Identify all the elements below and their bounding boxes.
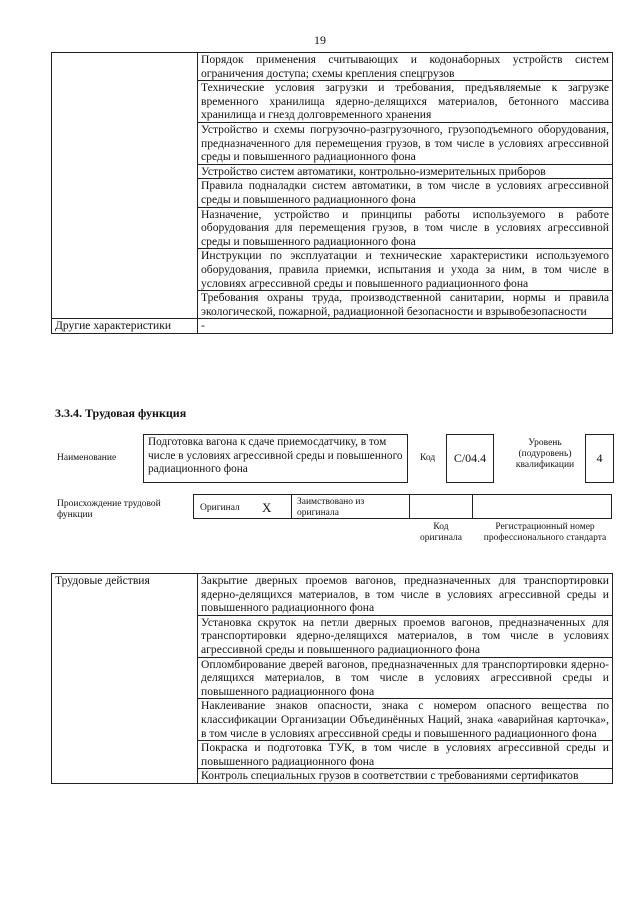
- code-value: C/04.4: [446, 434, 494, 483]
- table-cell: Порядок применения считывающих и кодонаборных устройств систем ограничения доступа; схемы крепления спецгрузов: [198, 53, 613, 81]
- labor-actions-label: Трудовые действия: [52, 574, 198, 784]
- table-cell: Наклеивание знаков опасности, знака с номером опасного вещества по классификации Организации Объединённых Наций, знака «аварийная карточка», в том числе в условиях агрессивной среды и повышенного радиационного фона: [198, 699, 613, 741]
- other-characteristics-value: -: [198, 319, 613, 334]
- knowledge-table: [51, 52, 613, 334]
- original-mark: X: [262, 500, 272, 515]
- table-cell: Контроль специальных грузов в соответствии с требованиями сертификатов: [198, 769, 613, 784]
- origin-label: Происхождение трудовой функции: [57, 499, 161, 520]
- borrowed-label: Заимствовано из оригинала: [297, 497, 365, 518]
- label-cell-empty: [52, 53, 198, 319]
- table-cell: Устройство и схемы погрузочно-разгрузочного, грузоподъемного оборудования, предназначенного для перемещения грузов, в том числе в условиях агрессивной среды и повышенного радиационного фона: [198, 122, 613, 164]
- table-cell: Требования охраны труда, производственной санитарии, нормы и правила экологической, пожарной, радиационной безопасности и взрывобезопасности: [198, 291, 613, 319]
- table-cell: Технические условия загрузки и требования, предъявляемые к загрузке временного хранилища ядерно-делящихся материалов, бетонного массива хранилища и гнезд долговременного хранения: [198, 81, 613, 123]
- table-cell: Покраска и подготовка ТУК, в том числе в условиях агрессивной среды и повышенного радиационного фона: [198, 741, 613, 769]
- labor-actions-table: [51, 573, 613, 784]
- reg-number-caption: Регистрационный номер профессионального стандарта: [483, 522, 607, 543]
- code-label: Код: [420, 453, 436, 463]
- table-row: [52, 574, 613, 616]
- table-cell: Опломбирование дверей вагонов, предназначенных для транспортировки ядерно-делящихся материалов, в том числе в условиях агрессивной среды и повышенного радиационного фона: [198, 657, 613, 699]
- origin-divider: [472, 494, 473, 519]
- page-number: 19: [314, 33, 326, 47]
- table-cell: Закрытие дверных проемов вагонов, предназначенных для транспортировки ядерно-делящихся материалов, в том числе в условиях агрессивной среды и повышенного радиационного фона: [198, 574, 613, 616]
- level-value: 4: [585, 434, 614, 483]
- table-cell: Инструкции по эксплуатации и технические характеристики используемого оборудования, правила приемки, испытания и ухода за ним, в том числе в условиях агрессивной среды и повышенного радиационного фона: [198, 249, 613, 291]
- table-row: [52, 319, 613, 334]
- origin-divider: [409, 494, 410, 519]
- name-label: Наименование: [57, 453, 117, 463]
- table-cell: Устройство систем автоматики, контрольно-измерительных приборов: [198, 164, 613, 179]
- table-cell: Установка скруток на петли дверных проемов вагонов, предназначенных для транспортировки ядерно-делящихся материалов, в том числе в условиях агрессивной среды и повышенного радиационного фона: [198, 615, 613, 657]
- section-title: 3.3.4. Трудовая функция: [55, 406, 187, 420]
- origin-divider: [291, 494, 292, 519]
- table-row: [52, 53, 613, 81]
- original-label: Оригинал: [200, 503, 240, 513]
- function-name-value: Подготовка вагона к сдаче приемосдатчику, в том числе в условиях агрессивной среды и повышенного радиационного фона: [143, 434, 408, 483]
- level-label: Уровень (подуровень) квалификации: [515, 438, 575, 470]
- code-original-caption: Код оригинала: [420, 522, 462, 543]
- table-cell: Правила подналадки систем автоматики, в том числе в условиях агрессивной среды и повышенного радиационного фона: [198, 179, 613, 207]
- other-characteristics-label: Другие характеристики: [52, 319, 198, 334]
- table-cell: Назначение, устройство и принципы работы используемого в работе оборудования для перемещения грузов, в том числе в условиях агрессивной среды и повышенного радиационного фона: [198, 207, 613, 249]
